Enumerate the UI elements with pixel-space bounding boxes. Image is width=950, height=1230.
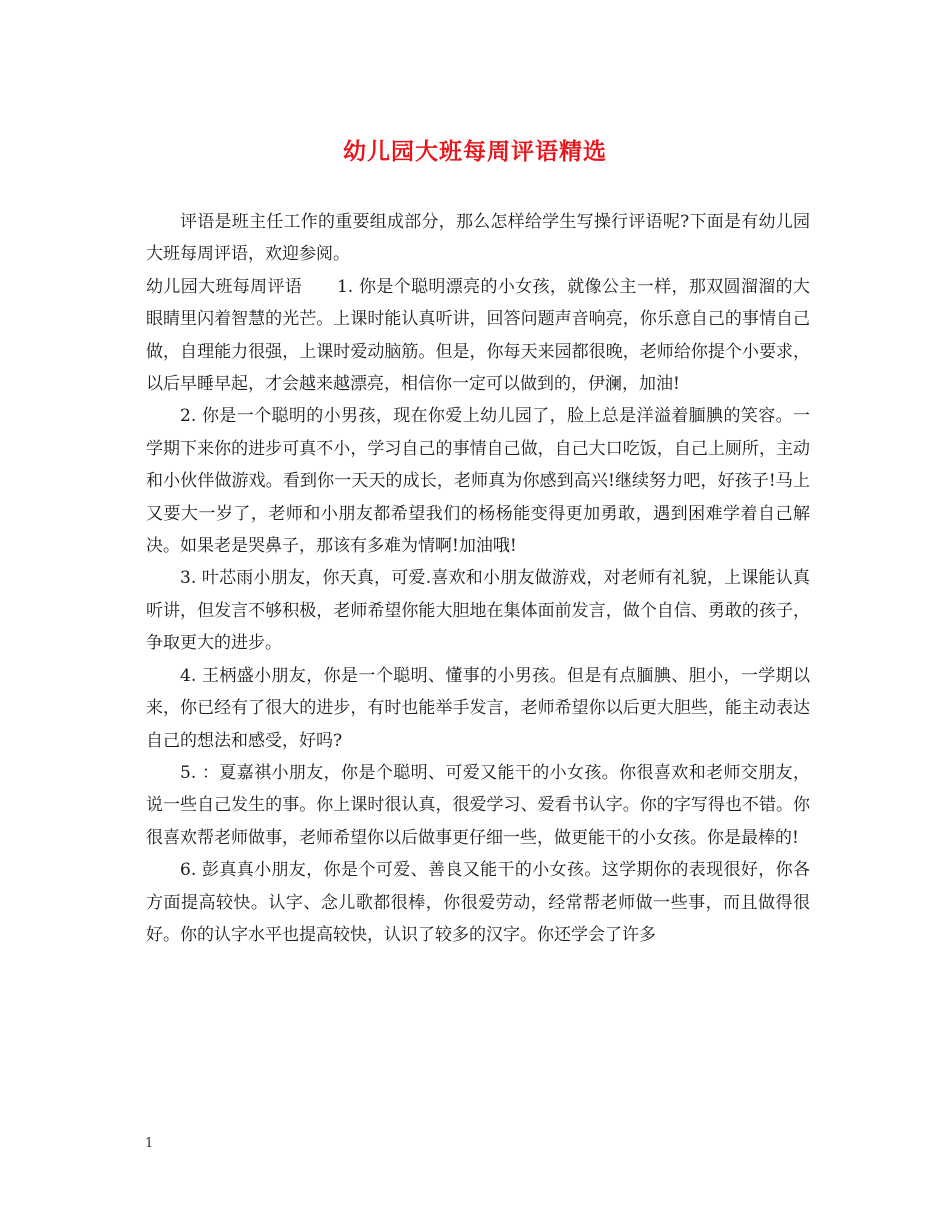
intro-paragraph: 评语是班主任工作的重要组成部分，那么怎样给学生写操行评语呢?下面是有幼儿园大班每周评语，欢迎参阅。 — [146, 212, 810, 265]
paragraph-1: 幼儿园大班每周评语 1. 你是个聪明漂亮的小女孩，就像公主一样，那双圆溜溜的大眼睛里闪着智慧的光芒。上课时能认真听讲，回答问题声音响亮，你乐意自己的事情自己做，自理能力很强，上课时爱动脑筋。但是，你每天来园都很晚，老师给你提个小要求，以后早睡早起，才会越来越漂亮，相信你一定可以做到的，伊澜，加油! — [146, 276, 810, 395]
paragraph-5: 5. ：夏嘉祺小朋友，你是个聪明、可爱又能干的小女孩。你很喜欢和老师交朋友，说一些自己发生的事。你上课时很认真，很爱学习、爱看书认字。你的字写得也不错。你很喜欢帮老师做事，老师希望你以后做事更仔细一些，做更能干的小女孩。你是最棒的! — [146, 762, 810, 848]
document-title: 幼儿园大班每周评语精选 — [343, 139, 607, 165]
paragraph-6: 6. 彭真真小朋友，你是个可爱、善良又能干的小女孩。这学期你的表现很好，你各方面提高较快。认字、念儿歌都很棒，你很爱劳动，经常帮老师做一些事，而且做得很好。你的认字水平也提高较快，认识了较多的汉字。你还学会了许多 — [146, 860, 810, 945]
paragraph-2: 2. 你是一个聪明的小男孩，现在你爱上幼儿园了，脸上总是洋溢着腼腆的笑容。一学期下来你的进步可真不小，学习自己的事情自己做，自己大口吃饭，自己上厕所，主动和小伙伴做游戏。看到你一天天的成长，老师真为你感到高兴!继续努力吧，好孩子!马上又要大一岁了，老师和小朋友都希望我们的杨杨能变得更加勇敢，遇到困难学着自己解决。如果老是哭鼻子，那该有多难为情啊!加油哦! — [146, 406, 810, 557]
page-number: 1 — [145, 1136, 154, 1151]
paragraph-4: 4. 王柄盛小朋友，你是一个聪明、懂事的小男孩。但是有点腼腆、胆小，一学期以来，你已经有了很大的进步，有时也能举手发言，老师希望你以后更大胆些，能主动表达自己的想法和感受，好吗? — [146, 665, 810, 751]
document-body — [146, 206, 810, 951]
paragraph-3: 3. 叶芯雨小朋友，你天真，可爱.喜欢和小朋友做游戏，对老师有礼貌，上课能认真听讲，但发言不够积极，老师希望你能大胆地在集体面前发言，做个自信、勇敢的孩子，争取更大的进步。 — [146, 568, 810, 654]
